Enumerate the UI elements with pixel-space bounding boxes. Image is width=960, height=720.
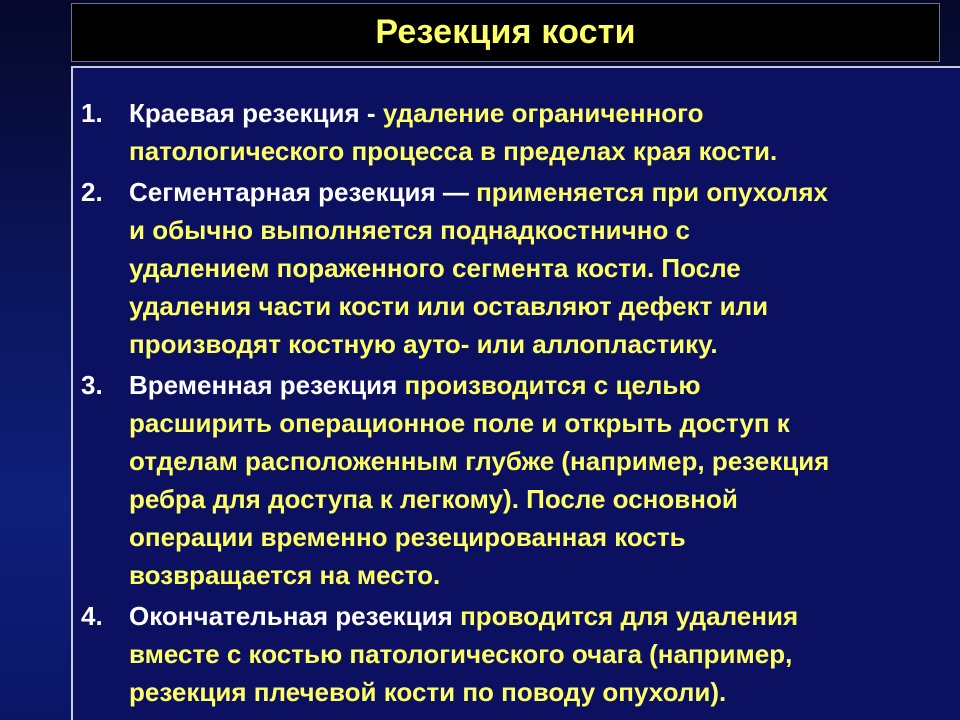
content-panel xyxy=(71,66,960,720)
item-separator: - xyxy=(359,98,383,128)
item-separator xyxy=(453,601,460,631)
item-term: Временная резекция xyxy=(129,370,398,400)
item-term: Сегментарная резекция xyxy=(129,177,436,207)
item-description: производится с целью расширить операционное поле и открыть доступ к отделам расположенным глубже (например, резекция ребра для доступа к легкому). После основной операции временно резецированная кость возвращается на место. xyxy=(129,370,830,590)
item-text xyxy=(129,597,960,711)
title-bar xyxy=(71,3,940,62)
item-description: применяется при опухолях и обычно выполняется поднадкостнично с удалением пораженного сегмента кости. После удаления части кости или оставляют дефект или производят костную ауто- или аллопластику. xyxy=(129,177,828,359)
item-separator: — xyxy=(435,177,477,207)
item-text xyxy=(129,366,960,594)
item-description: удаление ограниченного патологического процесса в пределах края кости. xyxy=(129,98,778,166)
item-number: 2. xyxy=(81,177,103,207)
item-number: 4. xyxy=(81,601,103,631)
list-item xyxy=(81,366,960,594)
slide-title: Резекция кости xyxy=(375,12,636,51)
item-separator xyxy=(397,370,404,400)
item-term: Окончательная резекция xyxy=(129,601,453,631)
list-item xyxy=(81,597,960,711)
item-description: проводится для удаления вместе с костью патологического очага (например, резекция плечевой кости по поводу опухоли). xyxy=(129,601,799,707)
item-text xyxy=(129,94,960,170)
resection-list xyxy=(81,94,960,714)
item-term: Краевая резекция xyxy=(129,98,360,128)
item-number: 1. xyxy=(81,98,103,128)
item-text xyxy=(129,173,960,363)
list-item xyxy=(81,173,960,363)
item-number: 3. xyxy=(81,370,103,400)
list-item xyxy=(81,94,960,170)
